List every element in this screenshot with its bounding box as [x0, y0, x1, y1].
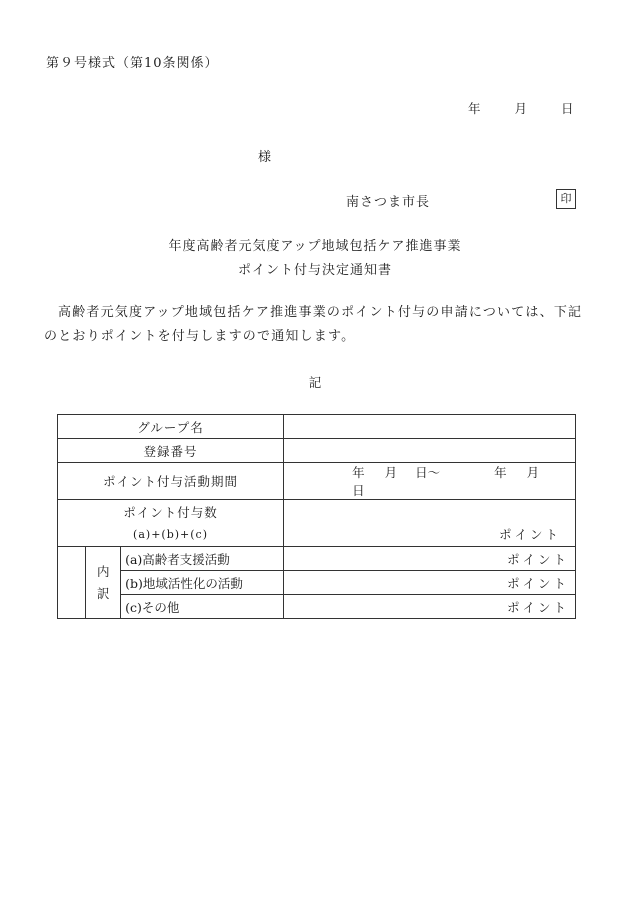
body-content: 高齢者元気度アップ地域包括ケア推進事業のポイント付与の申請については、下記のとおりポイントを付与しますので通知します。 [44, 305, 583, 344]
activity-period-label: ポイント付与活動期間 [58, 463, 284, 500]
breakdown-label-1: 内 [96, 563, 110, 579]
breakdown-label-2: 訳 [96, 585, 110, 601]
points-total-formula: (a)+(b)+(c) [58, 523, 284, 547]
issuer-name: 南さつま市長 [346, 195, 431, 210]
period-from-year: 年 [352, 465, 365, 480]
period-from-day: 日〜 [415, 465, 441, 480]
breakdown-item-b-label: (b)地域活性化の活動 [121, 571, 284, 595]
document-title-line2: ポイント付与決定通知書 [237, 263, 392, 278]
period-to-month: 月 [526, 465, 540, 480]
addressee-suffix: 様 [258, 150, 272, 165]
breakdown-item-a-label: (a)高齢者支援活動 [121, 547, 284, 571]
period-to-year: 年 [494, 465, 507, 480]
breakdown-item-b-unit: ポイント [506, 575, 569, 591]
breakdown-item-c-value[interactable] [284, 595, 576, 619]
points-table [57, 414, 576, 619]
table-row [58, 571, 576, 595]
points-total-unit: ポイント [498, 527, 561, 542]
points-total-label: ポイント付与数 [58, 500, 284, 524]
table-row [58, 439, 576, 463]
table-row [58, 463, 576, 500]
seal-mark: 印 [556, 189, 576, 209]
period-from-month: 月 [384, 465, 398, 480]
breakdown-label [86, 547, 121, 619]
breakdown-item-c-unit: ポイント [506, 599, 569, 615]
date-day: 日 [561, 101, 574, 116]
document-title-line1: 年度高齢者元気度アップ地域包括ケア推進事業 [168, 239, 462, 254]
registration-number-value[interactable] [284, 439, 576, 463]
group-name-value[interactable] [284, 415, 576, 439]
date-month: 月 [514, 101, 528, 116]
breakdown-item-b-value[interactable] [284, 571, 576, 595]
ki-heading: 記 [308, 375, 322, 390]
points-total-value[interactable] [284, 500, 576, 547]
breakdown-item-a-value[interactable] [284, 547, 576, 571]
activity-period-value[interactable] [284, 463, 576, 500]
breakdown-item-a-unit: ポイント [506, 551, 569, 567]
issue-date [468, 99, 574, 117]
table-row [58, 595, 576, 619]
body-text [44, 301, 589, 349]
breakdown-item-c-label: (c)その他 [121, 595, 284, 619]
date-year: 年 [468, 101, 481, 116]
period-to-day: 日 [352, 483, 365, 498]
registration-number-label: 登録番号 [58, 439, 284, 463]
table-row [58, 415, 576, 439]
form-number: 第９号様式（第10条関係） [46, 56, 219, 71]
group-name-label: グループ名 [58, 415, 284, 439]
table-row [58, 547, 576, 571]
table-row [58, 500, 576, 524]
breakdown-indent [58, 547, 86, 619]
